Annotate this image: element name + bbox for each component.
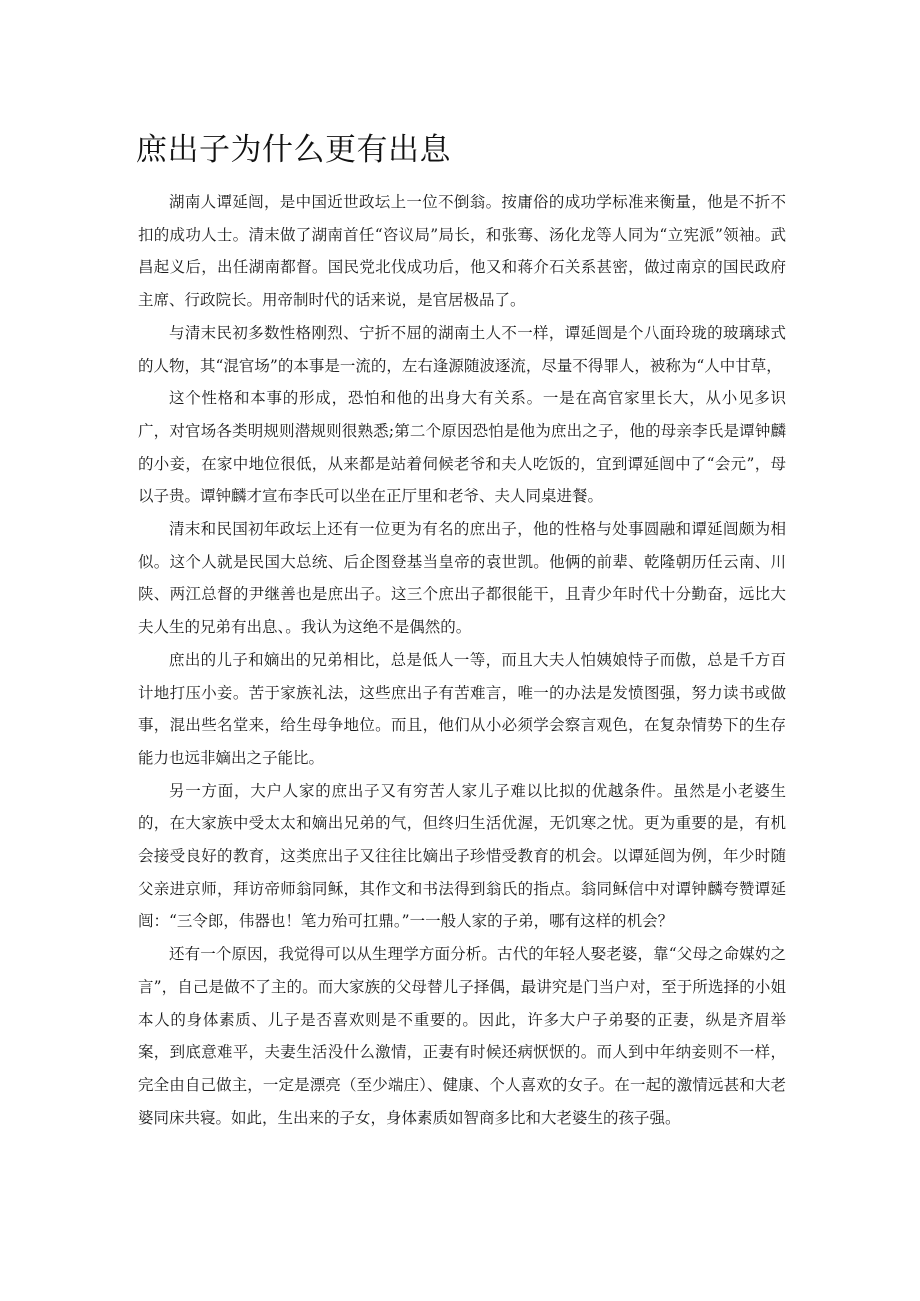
- paragraph-1: 湖南人谭延闿，是中国近世政坛上一位不倒翁。按庸俗的成功学标准来衡量，他是不折不扣的成功人士。清末做了湖南首任“咨议局”局长，和张骞、汤化龙等人同为“立宪派”领袖。武昌起义后，出任湖南都督。国民党北伐成功后，他又和蒋介石关系甚密，做过南京的国民政府主席、行政院长。用帝制时代的话来说，是官居极品了。: [138, 193, 786, 310]
- article-body: [138, 186, 786, 1134]
- paragraph-7: 还有一个原因，我觉得可以从生理学方面分析。古代的年轻人娶老婆，靠“父母之命媒妁之言”，自己是做不了主的。而大家族的父母替儿子择偶，最讲究是门当户对，至于所选择的小姐本人的身体素质、儿子是否喜欢则是不重要的。因此，许多大户子弟娶的正妻，纵是齐眉举案，到底意难平，夫妻生活没什么激情，正妻有时候还病恹恹的。而人到中年纳妾则不一样，完全由自己做主，一定是漂亮（至少端庄）、健康、个人喜欢的女子。在一起的激情远甚和大老婆同床共寝。如此，生出来的子女，身体素质如智商多比和大老婆生的孩子强。: [138, 945, 786, 1127]
- page-title: 庶出子为什么更有出息: [136, 132, 451, 168]
- paragraph-6: 另一方面，大户人家的庶出子又有穷苦人家儿子难以比拟的优越条件。虽然是小老婆生的，在大家族中受太太和嫡出兄弟的气，但终归生活优渥，无饥寒之忧。更为重要的是，有机会接受良好的教育，这类庶出子又往往比嫡出子珍惜受教育的机会。以谭延闿为例，年少时随父亲进京师，拜访帝师翁同稣，其作文和书法得到翁氏的指点。翁同稣信中对谭钟麟夸赞谭延闿：“三令郎，伟器也！笔力殆可扛鼎。”一一般人家的子弟，哪有这样的机会？: [138, 781, 786, 931]
- paragraph-2: 与清末民初多数性格刚烈、宁折不屈的湖南土人不一样，谭延闿是个八面玲珑的玻璃球式的人物，其“混官场”的本事是一流的，左右逢源随波逐流，尽量不得罪人，被称为“人中甘草，: [138, 323, 786, 375]
- paragraph-3: 这个性格和本事的形成，恐怕和他的出身大有关系。一是在高官家里长大，从小见多识广，对官场各类明规则潜规则很熟悉;第二个原因恐怕是他为庶出之子，他的母亲李氏是谭钟麟的小妾，在家中地位很低，从来都是站着伺候老爷和夫人吃饭的，宜到谭延闿中了“会元”，母以子贵。谭钟麟才宣布李氏可以坐在正厅里和老爷、夫人同桌进餐。: [138, 389, 786, 506]
- paragraph-5: 庶出的儿子和嫡出的兄弟相比，总是低人一等，而且大夫人怕姨娘恃子而傲，总是千方百计地打压小妾。苦于家族礼法，这些庶出子有苦难言，唯一的办法是发愤图强，努力读书或做事，混出些名堂来，给生母争地位。而且，他们从小必须学会察言观色，在复杂情势下的生存能力也远非嫡出之子能比。: [138, 650, 786, 767]
- paragraph-4: 清末和民国初年政坛上还有一位更为有名的庶出子，他的性格与处事圆融和谭延闿颇为相似。这个人就是民国大总统、后企图登基当皇帝的袁世凯。他俩的前辈、乾隆朝历任云南、川陕、两江总督的尹继善也是庶出子。这三个庶出子都很能干，且青少年时代十分勤奋，远比大夫人生的兄弟有出息、。我认为这绝不是偶然的。: [138, 520, 786, 637]
